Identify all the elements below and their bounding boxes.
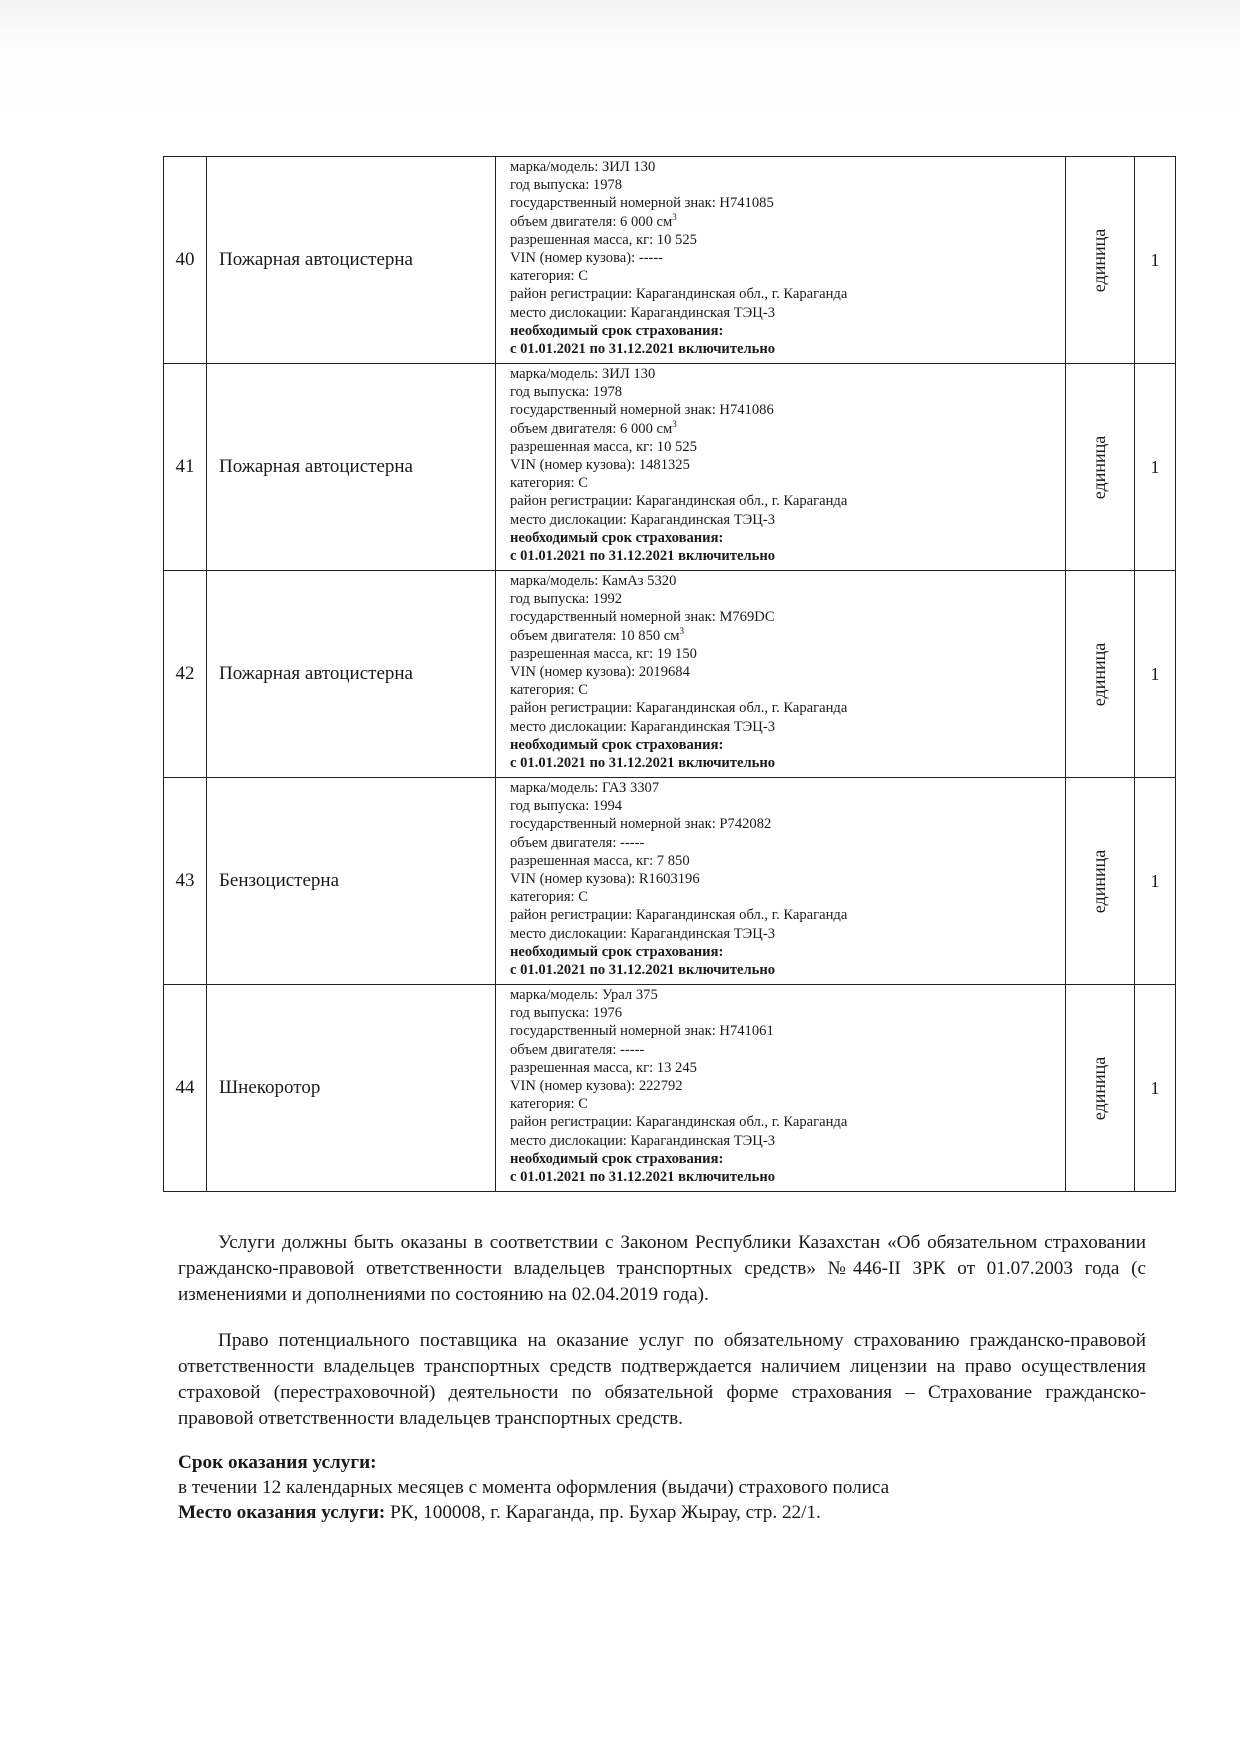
desc-term — [510, 754, 1065, 772]
desc-engine — [510, 213, 1065, 231]
desc-mass-text: разрешенная масса, кг: 10 525 — [510, 438, 697, 455]
law-paragraph — [178, 1230, 1146, 1308]
engine-unit-superscript: 3 — [679, 625, 685, 636]
desc-model — [510, 779, 1065, 797]
desc-category-text: категория: С — [510, 682, 588, 699]
desc-term-text: с 01.01.2021 по 31.12.2021 включительно — [510, 1169, 776, 1186]
vehicle-name: Пожарная автоцистерна — [207, 364, 496, 571]
desc-engine-text: объем двигателя: 6 000 см — [510, 420, 673, 437]
desc-term-label — [510, 529, 1065, 547]
desc-plate — [510, 1022, 1065, 1040]
desc-engine — [510, 627, 1065, 645]
desc-model — [510, 158, 1065, 176]
desc-year — [510, 1004, 1065, 1022]
vehicle-name: Пожарная автоцистерна — [207, 157, 496, 364]
desc-region-text: район регистрации: Карагандинская обл., г. Караганда — [510, 1114, 848, 1131]
desc-vin-text: VIN (номер кузова): ----- — [510, 250, 664, 267]
desc-location-text: место дислокации: Карагандинская ТЭЦ-3 — [510, 718, 775, 735]
desc-plate-text: государственный номерной знак: Н741085 — [510, 195, 774, 212]
desc-location-text: место дислокации: Карагандинская ТЭЦ-3 — [510, 304, 775, 321]
desc-location — [510, 1132, 1065, 1150]
desc-term-text: с 01.01.2021 по 31.12.2021 включительно — [510, 962, 776, 979]
unit-label: единица — [1089, 849, 1110, 913]
desc-region — [510, 285, 1065, 303]
desc-category-text: категория: С — [510, 1096, 588, 1113]
engine-unit-superscript: 3 — [672, 418, 677, 429]
row-number: 44 — [164, 985, 207, 1192]
vehicle-description — [496, 985, 1066, 1192]
desc-vin — [510, 870, 1065, 888]
desc-model — [510, 572, 1065, 590]
desc-vin — [510, 663, 1065, 681]
row-number: 43 — [164, 778, 207, 985]
license-paragraph — [178, 1328, 1146, 1432]
desc-vin-text: VIN (номер кузова): 222792 — [510, 1078, 683, 1095]
desc-year — [510, 590, 1065, 608]
vehicle-name: Пожарная автоцистерна — [207, 571, 496, 778]
table-row — [164, 985, 1176, 1192]
desc-plate-text: государственный номерной знак: Н741086 — [510, 402, 774, 419]
desc-region-text: район регистрации: Карагандинская обл., г. Караганда — [510, 907, 848, 924]
desc-location-text: место дислокации: Карагандинская ТЭЦ-3 — [510, 925, 775, 942]
unit-label: единица — [1089, 1056, 1110, 1120]
term-text: в течении 12 календарных месяцев с момента оформления (выдачи) страхового полиса — [178, 1477, 890, 1498]
desc-year-text: год выпуска: 1978 — [510, 177, 623, 194]
desc-vin-text: VIN (номер кузова): 2019684 — [510, 664, 690, 681]
desc-engine-text: объем двигателя: 6 000 см — [510, 213, 673, 230]
place-text: РК, 100008, г. Караганда, пр. Бухар Жырау, стр. 22/1. — [385, 1502, 821, 1523]
desc-term-label — [510, 736, 1065, 754]
desc-plate — [510, 401, 1065, 419]
desc-location — [510, 718, 1065, 736]
row-number: 41 — [164, 364, 207, 571]
unit-cell — [1066, 778, 1135, 985]
desc-term-label-text: необходимый срок страхования: — [510, 736, 724, 753]
desc-mass — [510, 231, 1065, 249]
place-label: Место оказания услуги: — [178, 1502, 386, 1523]
engine-unit-superscript: 3 — [672, 211, 677, 222]
unit-label: единица — [1089, 435, 1110, 499]
desc-year — [510, 797, 1065, 815]
desc-mass-text: разрешенная масса, кг: 19 150 — [510, 645, 697, 662]
desc-region — [510, 699, 1065, 717]
vehicle-description — [496, 364, 1066, 571]
desc-term-label-text: необходимый срок страхования: — [510, 943, 724, 960]
desc-engine-text: объем двигателя: ----- — [510, 834, 645, 851]
desc-category — [510, 1095, 1065, 1113]
desc-mass — [510, 438, 1065, 456]
desc-model — [510, 986, 1065, 1004]
desc-year-text: год выпуска: 1976 — [510, 1005, 623, 1022]
desc-plate — [510, 194, 1065, 212]
desc-category — [510, 267, 1065, 285]
quantity: 1 — [1135, 157, 1176, 364]
quantity: 1 — [1135, 985, 1176, 1192]
quantity: 1 — [1135, 778, 1176, 985]
desc-engine-text: объем двигателя: 10 850 см — [510, 627, 680, 644]
desc-mass-text: разрешенная масса, кг: 10 525 — [510, 231, 697, 248]
unit-cell — [1066, 985, 1135, 1192]
desc-vin — [510, 249, 1065, 267]
desc-plate — [510, 815, 1065, 833]
desc-term-label — [510, 1150, 1065, 1168]
table-row — [164, 364, 1176, 571]
desc-plate-text: государственный номерной знак: Н741061 — [510, 1023, 774, 1040]
desc-region-text: район регистрации: Карагандинская обл., г. Караганда — [510, 286, 848, 303]
quantity: 1 — [1135, 364, 1176, 571]
desc-location-text: место дислокации: Карагандинская ТЭЦ-3 — [510, 1132, 775, 1149]
desc-term-label-text: необходимый срок страхования: — [510, 1150, 724, 1167]
desc-term-text: с 01.01.2021 по 31.12.2021 включительно — [510, 755, 776, 772]
desc-vin-text: VIN (номер кузова): 1481325 — [510, 457, 690, 474]
desc-year-text: год выпуска: 1992 — [510, 591, 623, 608]
desc-mass — [510, 645, 1065, 663]
desc-location — [510, 925, 1065, 943]
desc-model-text: марка/модель: Урал 375 — [510, 987, 658, 1003]
desc-location — [510, 511, 1065, 529]
desc-model — [510, 365, 1065, 383]
unit-cell — [1066, 571, 1135, 778]
desc-region-text: район регистрации: Карагандинская обл., г. Караганда — [510, 493, 848, 510]
desc-category-text: категория: С — [510, 889, 588, 906]
vehicle-description — [496, 157, 1066, 364]
table-row — [164, 571, 1176, 778]
desc-plate-text: государственный номерной знак: Р742082 — [510, 816, 772, 833]
desc-mass — [510, 1059, 1065, 1077]
desc-region — [510, 1113, 1065, 1131]
desc-vin — [510, 456, 1065, 474]
desc-region — [510, 492, 1065, 510]
desc-category — [510, 888, 1065, 906]
desc-category — [510, 681, 1065, 699]
desc-term-text: с 01.01.2021 по 31.12.2021 включительно — [510, 548, 776, 565]
desc-term-label-text: необходимый срок страхования: — [510, 322, 724, 339]
desc-term-label-text: необходимый срок страхования: — [510, 529, 724, 546]
table-row — [164, 778, 1176, 985]
desc-term — [510, 1168, 1065, 1186]
desc-year — [510, 383, 1065, 401]
desc-engine-text: объем двигателя: ----- — [510, 1041, 645, 1058]
desc-location — [510, 304, 1065, 322]
desc-category — [510, 474, 1065, 492]
vehicle-name: Шнекоротор — [207, 985, 496, 1192]
term-heading: Срок оказания услуги: — [178, 1452, 377, 1473]
desc-year-text: год выпуска: 1978 — [510, 384, 623, 401]
row-number: 40 — [164, 157, 207, 364]
desc-region-text: район регистрации: Карагандинская обл., г. Караганда — [510, 700, 848, 717]
row-number: 42 — [164, 571, 207, 778]
desc-plate-text: государственный номерной знак: M769DC — [510, 609, 775, 626]
desc-year-text: год выпуска: 1994 — [510, 798, 623, 815]
desc-term — [510, 961, 1065, 979]
desc-category-text: категория: С — [510, 268, 588, 285]
desc-vin-text: VIN (номер кузова): R1603196 — [510, 871, 700, 888]
unit-cell — [1066, 364, 1135, 571]
desc-engine — [510, 1041, 1065, 1059]
service-terms — [178, 1450, 1146, 1525]
table-row — [164, 157, 1176, 364]
desc-category-text: категория: С — [510, 475, 588, 492]
desc-model-text: марка/модель: ЗИЛ 130 — [510, 159, 656, 175]
desc-year — [510, 176, 1065, 194]
desc-mass-text: разрешенная масса, кг: 13 245 — [510, 1059, 697, 1076]
vehicle-table-body — [164, 157, 1176, 1192]
vehicle-description — [496, 778, 1066, 985]
unit-label: единица — [1089, 642, 1110, 706]
desc-term-label — [510, 943, 1065, 961]
desc-location-text: место дислокации: Карагандинская ТЭЦ-3 — [510, 511, 775, 528]
unit-cell — [1066, 157, 1135, 364]
desc-term-text: с 01.01.2021 по 31.12.2021 включительно — [510, 341, 776, 358]
desc-vin — [510, 1077, 1065, 1095]
desc-mass — [510, 852, 1065, 870]
desc-region — [510, 906, 1065, 924]
place-line — [178, 1500, 1146, 1525]
vehicle-description — [496, 571, 1066, 778]
desc-model-text: марка/модель: ЗИЛ 130 — [510, 366, 656, 382]
desc-term-label — [510, 322, 1065, 340]
law-paragraph-text: Услуги должны быть оказаны в соответствии с Законом Республики Казахстан «Об обязательном страховании гражданско-правовой ответственности владельцев транспортных средств» №446-II ЗРК от 01.07.2003 года (с изменениями и дополнениями по состоянию на 02.04.2019 года). — [178, 1232, 1146, 1305]
vehicle-table — [163, 156, 1176, 1192]
desc-term — [510, 547, 1065, 565]
unit-label: единица — [1089, 228, 1110, 292]
desc-model-text: марка/модель: КамАз 5320 — [510, 573, 677, 589]
desc-plate — [510, 608, 1065, 626]
desc-mass-text: разрешенная масса, кг: 7 850 — [510, 852, 690, 869]
vehicle-name: Бензоцистерна — [207, 778, 496, 985]
desc-model-text: марка/модель: ГАЗ 3307 — [510, 780, 660, 796]
desc-engine — [510, 420, 1065, 438]
license-paragraph-text: Право потенциального поставщика на оказание услуг по обязательному страхованию гражданско-правовой ответственности владельцев транспортных средств подтверждается наличием лицензии на право осуществления страховой (перестраховочной) деятельности по обязательной форме страхования – Страхование гражданско-правовой ответственности владельцев транспортных средств. — [178, 1330, 1146, 1429]
quantity: 1 — [1135, 571, 1176, 778]
desc-term — [510, 340, 1065, 358]
desc-engine — [510, 834, 1065, 852]
